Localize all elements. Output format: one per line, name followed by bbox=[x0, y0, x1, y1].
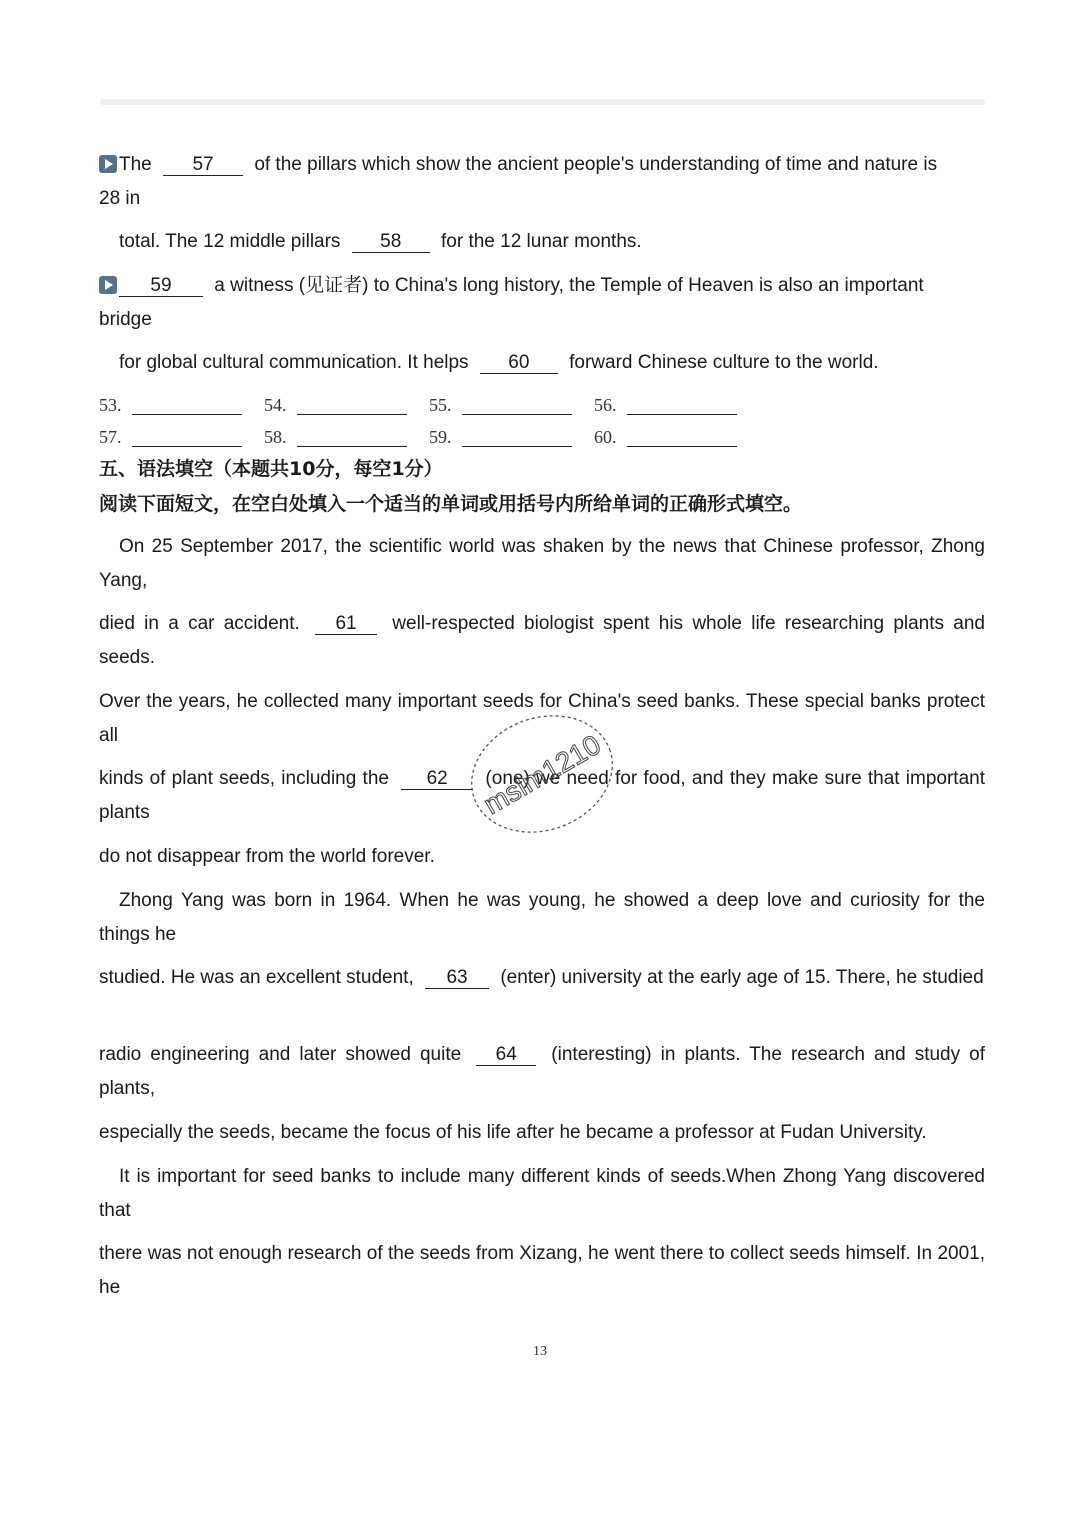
passage-text: (interesting) in plants. The research and study of plants, bbox=[99, 1044, 986, 1099]
answer-row bbox=[99, 427, 759, 459]
passage-line bbox=[99, 607, 985, 675]
answer-line bbox=[297, 428, 407, 447]
q57-continuation: 28 in bbox=[99, 188, 141, 209]
passage-text: (enter) university at the early age of 15. There, he studied bbox=[500, 967, 984, 988]
passage-text: studied. He was an excellent student, bbox=[99, 967, 414, 988]
answer-cell bbox=[429, 427, 572, 448]
answer-label: 59. bbox=[429, 427, 452, 447]
passage-text: died in a car accident. bbox=[99, 613, 300, 634]
answer-line bbox=[132, 396, 242, 415]
answer-line bbox=[627, 396, 737, 415]
passage-line bbox=[99, 530, 985, 598]
answer-cell bbox=[99, 395, 242, 416]
q60-prefix: for global cultural communication. It helps bbox=[119, 352, 469, 373]
question-59-line bbox=[99, 269, 985, 337]
passage-line bbox=[99, 685, 985, 753]
answer-grid bbox=[99, 395, 759, 459]
passage-line bbox=[99, 1160, 985, 1228]
passage-text: radio engineering and later showed quite bbox=[99, 1044, 462, 1065]
section-instruction: 阅读下面短文，在空白处填入一个适当的单词或用括号内所给单词的正确形式填空。 bbox=[99, 493, 803, 515]
answer-label: 58. bbox=[264, 427, 287, 447]
passage-line bbox=[99, 884, 985, 952]
answer-line bbox=[297, 396, 407, 415]
play-icon bbox=[99, 276, 117, 294]
question-60-line bbox=[119, 351, 1005, 375]
answer-cell bbox=[429, 395, 572, 416]
answer-label: 55. bbox=[429, 395, 452, 415]
answer-line bbox=[132, 428, 242, 447]
answer-cell bbox=[264, 427, 407, 448]
blank-57: 57 bbox=[163, 155, 243, 176]
watermark-text: mslm1210 bbox=[478, 728, 606, 821]
passage-text: (one) we need for food, and they make sure that important plants bbox=[99, 768, 986, 823]
q60-suffix: forward Chinese culture to the world. bbox=[569, 352, 879, 373]
q58-prefix: total. The 12 middle pillars bbox=[119, 231, 341, 252]
blank-61: 61 bbox=[315, 614, 377, 635]
q57-text: of the pillars which show the ancient people's understanding of time and nature is bbox=[254, 154, 938, 175]
answer-row bbox=[99, 395, 759, 427]
blank-63: 63 bbox=[425, 968, 489, 989]
blank-64: 64 bbox=[476, 1045, 536, 1066]
answer-line bbox=[462, 428, 572, 447]
blank-58: 58 bbox=[352, 232, 430, 253]
passage-line bbox=[99, 762, 985, 830]
answer-label: 54. bbox=[264, 395, 287, 415]
answer-cell bbox=[264, 395, 407, 416]
q57-prefix: The bbox=[119, 154, 152, 175]
section-title: 五、语法填空（本题共10分，每空1分） bbox=[99, 458, 443, 480]
passage-text: well-respected biologist spent his whole life researching plants and seeds. bbox=[99, 613, 985, 668]
blank-60: 60 bbox=[480, 353, 558, 374]
answer-label: 56. bbox=[594, 395, 617, 415]
faint-header-bar bbox=[100, 99, 985, 105]
question-58-line bbox=[119, 230, 1005, 254]
answer-line bbox=[627, 428, 737, 447]
passage-text: there was not enough research of the seeds from Xizang, he went there to collect seeds himself. In 2001, he bbox=[99, 1243, 985, 1298]
passage-text: It is important for seed banks to include many different kinds of seeds.When Zhong Yang discovered that bbox=[99, 1166, 985, 1221]
passage-line bbox=[99, 1038, 985, 1106]
passage-line bbox=[99, 961, 985, 995]
passage-line bbox=[99, 840, 985, 874]
q59-continuation: bridge bbox=[99, 309, 152, 330]
play-icon bbox=[99, 155, 117, 173]
passage-text: kinds of plant seeds, including the bbox=[99, 768, 389, 789]
question-57-line bbox=[99, 148, 985, 216]
page-number: 13 bbox=[533, 1344, 547, 1359]
answer-label: 53. bbox=[99, 395, 122, 415]
passage-text: do not disappear from the world forever. bbox=[99, 846, 435, 867]
blank-62: 62 bbox=[401, 769, 473, 790]
q58-suffix: for the 12 lunar months. bbox=[441, 231, 642, 252]
q59-text: a witness (见证者) to China's long history, the Temple of Heaven is also an important bbox=[214, 275, 924, 296]
passage-text: Zhong Yang was born in 1964. When he was young, he showed a deep love and curiosity for the things he bbox=[99, 890, 985, 945]
answer-line bbox=[462, 396, 572, 415]
passage-line bbox=[99, 1116, 985, 1150]
passage-text: especially the seeds, became the focus of his life after he became a professor at Fudan University. bbox=[99, 1122, 927, 1143]
answer-label: 57. bbox=[99, 427, 122, 447]
passage-line bbox=[99, 1237, 985, 1305]
passage-text: On 25 September 2017, the scientific world was shaken by the news that Chinese professor, Zhong Yang, bbox=[99, 536, 985, 591]
answer-cell bbox=[99, 427, 242, 448]
blank-59: 59 bbox=[119, 276, 203, 297]
answer-cell bbox=[594, 427, 737, 448]
answer-cell bbox=[594, 395, 737, 416]
passage-text: Over the years, he collected many important seeds for China's seed banks. These special banks protect all bbox=[99, 691, 985, 746]
answer-label: 60. bbox=[594, 427, 617, 447]
